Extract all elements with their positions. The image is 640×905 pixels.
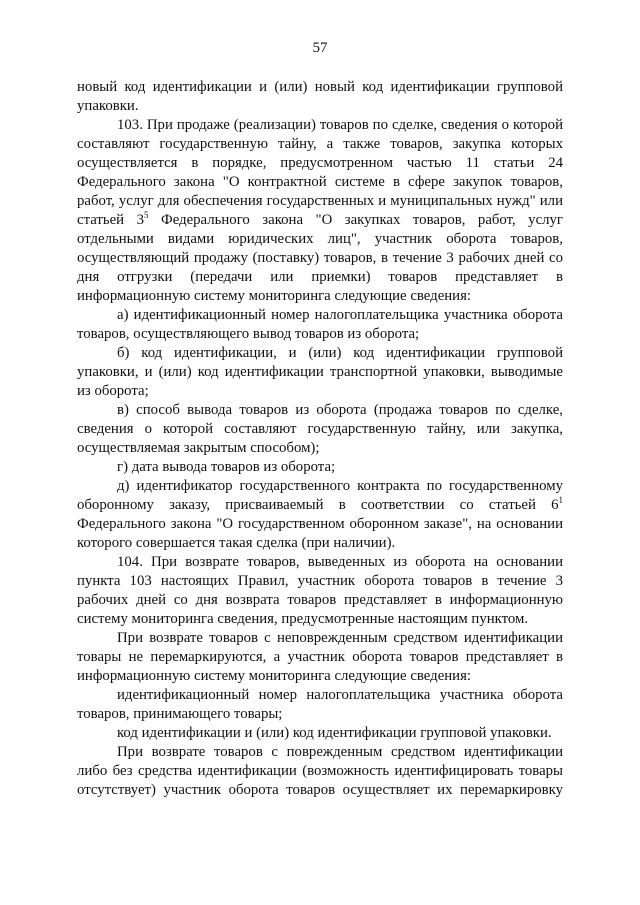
subitem-a: а) идентификационный номер налогоплательщика участника оборота товаров, осуществляющего вывод товаров из оборота; xyxy=(77,307,563,342)
page-number: 57 xyxy=(312,40,328,56)
paragraph-inn-item: идентификационный номер налогоплательщика участника оборота товаров, принимающего товары; xyxy=(77,687,563,722)
subitem-g: г) дата вывода товаров из оборота; xyxy=(117,459,336,475)
subitem-d xyxy=(77,477,563,553)
paragraph-clause-104: 104. При возврате товаров, выведенных из оборота на основании пункта 103 настоящих Правил, участник оборота товаров в течение 3 рабочих дней со дня возврата товаров представляет в информационную систему мониторинга сведения, предусмотренные настоящим пунктом. xyxy=(77,554,563,627)
paragraph-clause-103 xyxy=(77,116,563,306)
subitem-b: б) код идентификации, и (или) код идентификации групповой упаковки, и (или) код идентификации транспортной упаковки, выводимые из оборота; xyxy=(77,345,563,399)
document-body xyxy=(77,78,563,800)
paragraph-damaged-return: При возврате товаров с поврежденным средством идентификации либо без средства идентификации (возможность идентифицировать товары отсутствует) участник оборота товаров осуществляет их перемаркировку xyxy=(77,744,563,798)
clause-103-superscript: 5 xyxy=(144,210,149,221)
clause-103-text-part2: Федерального закона "О закупках товаров, работ, услуг отдельными видами юридических лиц", участник оборота товаров, осуществляющий продажу (поставку) товаров, в течение 3 рабочих дней со дня отгрузки (передачи или приемки) товаров представляет в информационную систему мониторинга следующие сведения: xyxy=(77,212,563,304)
subitem-v: в) способ вывода товаров из оборота (продажа товаров по сделке, сведения о которой составляют государственную тайну, или закупка, осуществляемая закрытым способом); xyxy=(77,402,563,456)
paragraph-code-item: код идентификации и (или) код идентификации групповой упаковки. xyxy=(117,725,552,741)
paragraph-undamaged-return: При возврате товаров с неповрежденным средством идентификации товары не перемаркируются, а участник оборота товаров представляет в информационную систему мониторинга следующие сведения: xyxy=(77,630,563,684)
clause-103-text-part1: 103. При продаже (реализации) товаров по сделке, сведения о которой составляют государственную тайну, а также товаров, закупка которых осуществляется в порядке, предусмотренном частью 11 статьи 24 Федерального закона "О контрактной системе в сфере закупок товаров, работ, услуг для обеспечения государственных и муниципальных нужд" или статьей 3 xyxy=(77,117,563,228)
subitem-d-superscript: 1 xyxy=(558,495,563,506)
paragraph-continuation: новый код идентификации и (или) новый код идентификации групповой упаковки. xyxy=(77,79,563,114)
subitem-d-text-part1: д) идентификатор государственного контракта по государственному оборонному заказу, присваиваемый в соответствии со статьей 6 xyxy=(77,478,563,513)
subitem-d-text-part2: Федерального закона "О государственном оборонном заказе", на основании которого совершается такая сделка (при наличии). xyxy=(77,516,563,551)
